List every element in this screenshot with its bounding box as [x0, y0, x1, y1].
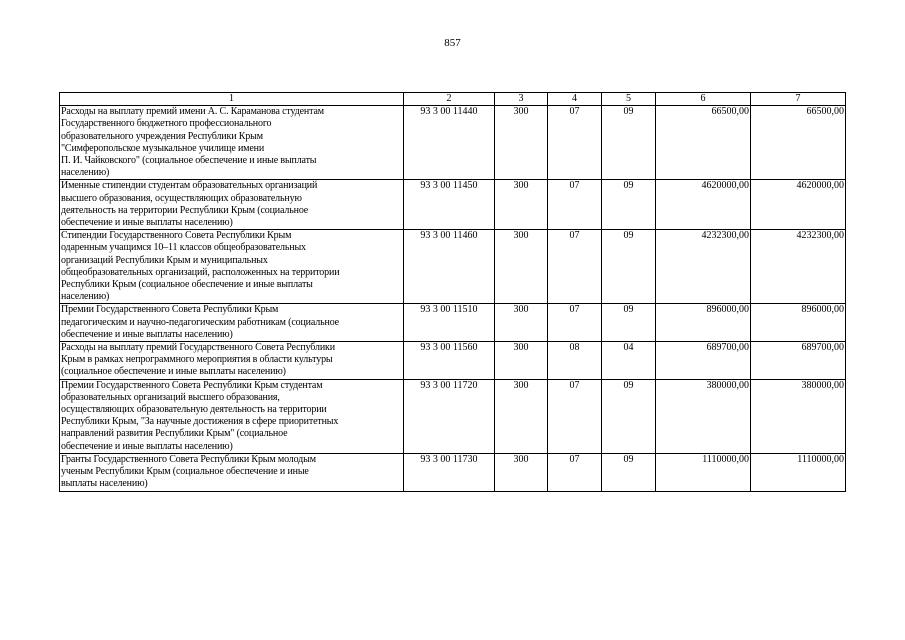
description-line: общеобразовательных организаций, расположенных на территории [61, 266, 340, 278]
row-col-4: 07 [548, 304, 602, 342]
column-header: 5 [602, 93, 656, 106]
description-line: обеспечение и иные выплаты населению) [61, 217, 233, 229]
description-line: Республики Крым (социальное обеспечение и иные выплаты [61, 279, 313, 291]
row-description [60, 230, 404, 304]
row-col-3: 300 [495, 304, 548, 342]
table-row [60, 342, 846, 380]
description-line: Расходы на выплату премий Государственного Совета Республики [61, 342, 335, 354]
budget-table [59, 92, 846, 492]
table-row [60, 230, 846, 304]
row-col-5: 04 [602, 342, 656, 380]
row-code: 93 3 00 11510 [404, 304, 495, 342]
table-row [60, 304, 846, 342]
description-line: населению) [61, 291, 110, 303]
row-amount-col-6: 66500,00 [656, 106, 751, 180]
description-line: образовательных организаций высшего образования, [61, 391, 280, 403]
description-line: выплаты населению) [61, 478, 148, 490]
row-col-4: 07 [548, 106, 602, 180]
row-code: 93 3 00 11560 [404, 342, 495, 380]
column-header: 3 [495, 93, 548, 106]
row-col-3: 300 [495, 180, 548, 230]
row-amount-col-7: 380000,00 [751, 379, 846, 453]
column-header: 1 [60, 93, 404, 106]
description-line: обеспечение и иные выплаты населению) [61, 328, 233, 340]
row-amount-col-6: 1110000,00 [656, 453, 751, 491]
row-description [60, 304, 404, 342]
row-col-5: 09 [602, 453, 656, 491]
row-col-3: 300 [495, 379, 548, 453]
row-amount-col-7: 4232300,00 [751, 230, 846, 304]
description-line: Премии Государственного Совета Республики Крым [61, 304, 279, 316]
row-col-5: 09 [602, 230, 656, 304]
description-line: Расходы на выплату премий имени А. С. Караманова студентам [61, 106, 324, 118]
description-line: ученым Республики Крым (социальное обеспечение и иные [61, 466, 309, 478]
row-code: 93 3 00 11450 [404, 180, 495, 230]
row-col-3: 300 [495, 342, 548, 380]
row-amount-col-6: 380000,00 [656, 379, 751, 453]
row-amount-col-6: 689700,00 [656, 342, 751, 380]
row-code: 93 3 00 11730 [404, 453, 495, 491]
table-row [60, 379, 846, 453]
description-line: Государственного бюджетного профессионального [61, 118, 272, 130]
table-body [60, 106, 846, 491]
row-amount-col-7: 896000,00 [751, 304, 846, 342]
column-header: 7 [751, 93, 846, 106]
row-col-4: 07 [548, 180, 602, 230]
column-header: 2 [404, 93, 495, 106]
description-line: Стипендии Государственного Совета Республики Крым [61, 230, 292, 242]
description-line: (социальное обеспечение и иные выплаты населению) [61, 366, 286, 378]
row-code: 93 3 00 11720 [404, 379, 495, 453]
description-line: направлений развития Республики Крым" (социальное [61, 428, 288, 440]
table-row [60, 453, 846, 491]
page-number: 857 [444, 37, 461, 49]
description-line: населению) [61, 167, 110, 179]
row-amount-col-6: 4620000,00 [656, 180, 751, 230]
row-amount-col-6: 896000,00 [656, 304, 751, 342]
row-description [60, 379, 404, 453]
row-description [60, 342, 404, 380]
row-col-4: 07 [548, 230, 602, 304]
row-amount-col-7: 4620000,00 [751, 180, 846, 230]
table-row [60, 106, 846, 180]
description-line: Республики Крым, "За научные достижения в сфере приоритетных [61, 416, 339, 428]
row-col-5: 09 [602, 106, 656, 180]
row-col-4: 08 [548, 342, 602, 380]
description-line: Гранты Государственного Совета Республики Крым молодым [61, 453, 316, 465]
row-col-5: 09 [602, 379, 656, 453]
description-line: Именные стипендии студентам образовательных организаций [61, 180, 318, 192]
row-col-4: 07 [548, 379, 602, 453]
description-line: Крым в рамках непрограммного мероприятия в области культуры [61, 354, 333, 366]
column-header: 4 [548, 93, 602, 106]
row-description [60, 453, 404, 491]
description-line: "Симферопольское музыкальное училище имени [61, 142, 265, 154]
row-code: 93 3 00 11460 [404, 230, 495, 304]
row-col-5: 09 [602, 180, 656, 230]
row-amount-col-7: 66500,00 [751, 106, 846, 180]
description-line: П. И. Чайковского" (социальное обеспечение и иные выплаты [61, 155, 317, 167]
description-line: высшего образования, осуществляющих образовательную [61, 192, 302, 204]
row-code: 93 3 00 11440 [404, 106, 495, 180]
description-line: обеспечение и иные выплаты населению) [61, 440, 233, 452]
row-amount-col-6: 4232300,00 [656, 230, 751, 304]
row-amount-col-7: 689700,00 [751, 342, 846, 380]
description-line: организаций Республики Крым и муниципальных [61, 254, 268, 266]
row-col-4: 07 [548, 453, 602, 491]
description-line: осуществляющих образовательную деятельность на территории [61, 404, 327, 416]
row-col-3: 300 [495, 453, 548, 491]
row-col-3: 300 [495, 106, 548, 180]
column-header: 6 [656, 93, 751, 106]
table-row [60, 180, 846, 230]
row-amount-col-7: 1110000,00 [751, 453, 846, 491]
header-row [60, 93, 846, 106]
row-description [60, 180, 404, 230]
row-col-3: 300 [495, 230, 548, 304]
description-line: Премии Государственного Совета Республики Крым студентам [61, 379, 323, 391]
description-line: одаренным учащимся 10–11 классов общеобразовательных [61, 242, 306, 254]
row-description [60, 106, 404, 180]
description-line: образовательного учреждения Республики Крым [61, 130, 263, 142]
row-col-5: 09 [602, 304, 656, 342]
description-line: педагогическим и научно-педагогическим работникам (социальное [61, 316, 339, 328]
description-line: деятельность на территории Республики Крым (социальное [61, 204, 309, 216]
